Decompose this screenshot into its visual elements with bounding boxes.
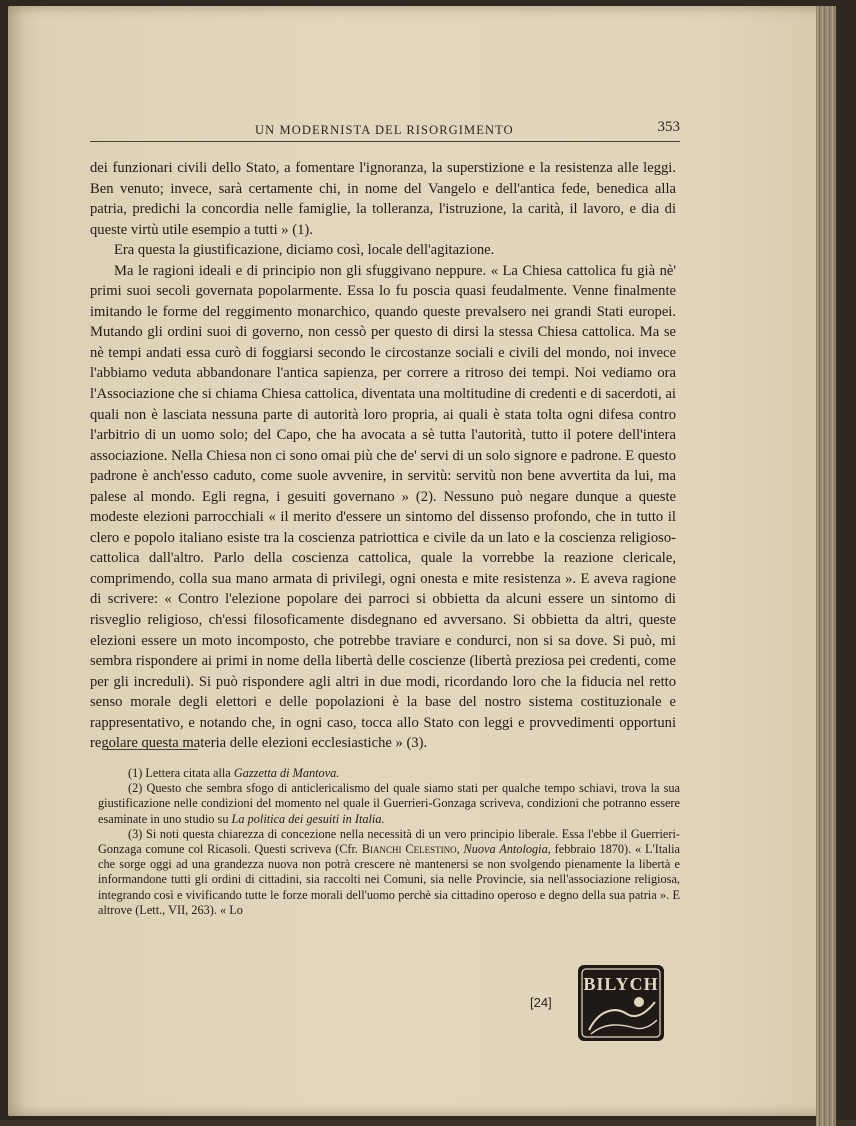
footnote-3 <box>98 827 680 918</box>
footnote-number: (3) <box>128 826 143 841</box>
footnote-text: febbraio 1870). « L'Italia che sorge oggi ad una grandezza nuova non potrà crescere nè mantenersi se non svolgendo pienamente la libertà e informandone tutti gli ordini di cittadini, sia raccolti nei Comuni, sia nelle Provincie, sia nell'associazione religiosa, integrando così e vivificando tutte le forze morali dell'uomo perchè sia cittadino operoso e degno della sua patria ». E altrove (Lett., VII, 263). « Lo <box>98 842 681 917</box>
footnote-rule <box>104 749 198 750</box>
footnote-text: Si noti questa chiarezza di concezione nella necessità di un vero principio liberale. Essa l'ebbe il Guerrieri-Gonzaga comune col Ricasoli. Questi scriveva (Cfr. <box>98 826 680 857</box>
footnote-text: Lettera citata alla <box>145 766 231 780</box>
footnote-journal: Nuova Antologia, <box>463 842 551 857</box>
page-header <box>90 119 680 143</box>
signature-mark: [24] <box>530 995 552 1010</box>
library-stamp-icon <box>575 962 667 1044</box>
running-head: UN MODERNISTA DEL RISORGIMENTO <box>255 123 514 137</box>
paragraph: dei funzionari civili dello Stato, a fomentare l'ignoranza, la superstizione e la resistenza alle leggi. Ben venuto; invece, sarà certamente chi, in nome del Vangelo e dell'antica fede, benedica alla patria, predichi la concordia nelle famiglie, la tolleranza, l'istruzione, la carità, il lavoro, e dia di queste virtù utile esempio a tutti » (1). <box>90 160 676 238</box>
footnote-author: Bianchi Celestino, <box>361 842 460 857</box>
paragraph: Ma le ragioni ideali e di principio non gli sfuggivano neppure. « La Chiesa cattolica fu già nè' primi suoi secoli governata popolarmente. Essa lo fu poscia quasi feudalmente. Venne finalmente imitando le forme del reggimento monarchico, quando queste prevalsero nei grandi Stati europei. Mutando gli ordini suoi di governo, non cessò per questo di dirsi la stessa Chiesa cattolica. Ma se nè tempi andati essa curò di foggiarsi secondo le circostanze sociali e civili del mondo, noi invece l'abbiamo veduta abbandonare l'antica sapienza, per correre a ritroso dei tempi. Noi vediamo ora l'Associazione che si chiama Chiesa cattolica, diventata una moltitudine di credenti e di sacerdoti, ai quali non è lasciata nessuna parte di autorità loro propria, ai quali è stata tolta ogni difesa contro l'arbitrio di un uomo solo; del Capo, che ha avocata a sè tutta l'autorità, tutto il potere dell'intera associazione. Nella Chiesa non ci sono omai più che de' servi di un solo signore e padrone. E questo padrone è anch'esso caduto, come suole avvenire, in servitù: servitù non bene avvertita da lui, ma palese al mondo. Egli regna, i gesuiti governano » (2). Nessuno può negare dunque a queste modeste elezioni parrocchiali « il merito d'essere un sintomo del dissenso profondo, che in tutto il clero e popolo italiano esiste tra la coscienza patriottica e civile da un lato e la coscienza religioso-cattolica dall'altro. Parlo della coscienza cattolica, quale la vorrebbe la reazione clericale, comprimendo, colla sua mano armata di privilegi, ogni onesta e mite resistenza ». E aveva ragione di scrivere: « Contro l'elezione popolare dei parroci si obbietta da alcuni essere un sintomo di risveglio religioso, ch'essi filosoficamente disdegnano ed avversano. Si obbietta da altri, queste elezioni essere un moto incomposto, che potrebbe traviare e condurci, non si sa dove. Si può, mi sembra rispondere ai primi in nome della libertà delle coscienze (libertà preziosa pei credenti, come per gli increduli). Si può rispondere agli altri in due modi, ricordando loro che la fiducia nel retto senso morale degli elettori e delle popolazioni è la base del nostro sistema costituzionale e rappresentativo, e notando che, in ogni caso, tocca allo Stato con leggi e provvedimenti opportuni regolare questa materia delle elezioni ecclesiastiche » (3). <box>90 262 676 752</box>
stamp-text: BILYCH <box>583 974 659 994</box>
footnote-number: (2) <box>128 781 143 796</box>
page-edges <box>816 6 836 1126</box>
body-text <box>90 158 676 754</box>
footnote-title: La politica dei gesuiti in Italia. <box>231 811 385 826</box>
footnote-text: Questo che sembra sfogo di anticlericalismo del quale siamo stati per qualche tempo schiavi, trova la sua giustificazione nelle condizioni del momento nel quale il Guerrieri-Gonzaga scriveva, condizioni che potranno essere esaminate in uno studio su <box>98 781 681 826</box>
footnote-journal: Gazzetta di Mantova. <box>233 766 340 780</box>
paragraph: Era questa la giustificazione, diciamo così, locale dell'agitazione. <box>114 242 495 259</box>
footnote-2 <box>98 781 680 827</box>
header-rule <box>90 141 680 142</box>
footnotes <box>98 766 680 918</box>
footnote-1 <box>98 766 680 781</box>
page-number: 353 <box>657 119 680 135</box>
footnote-number: (1) <box>128 766 143 780</box>
